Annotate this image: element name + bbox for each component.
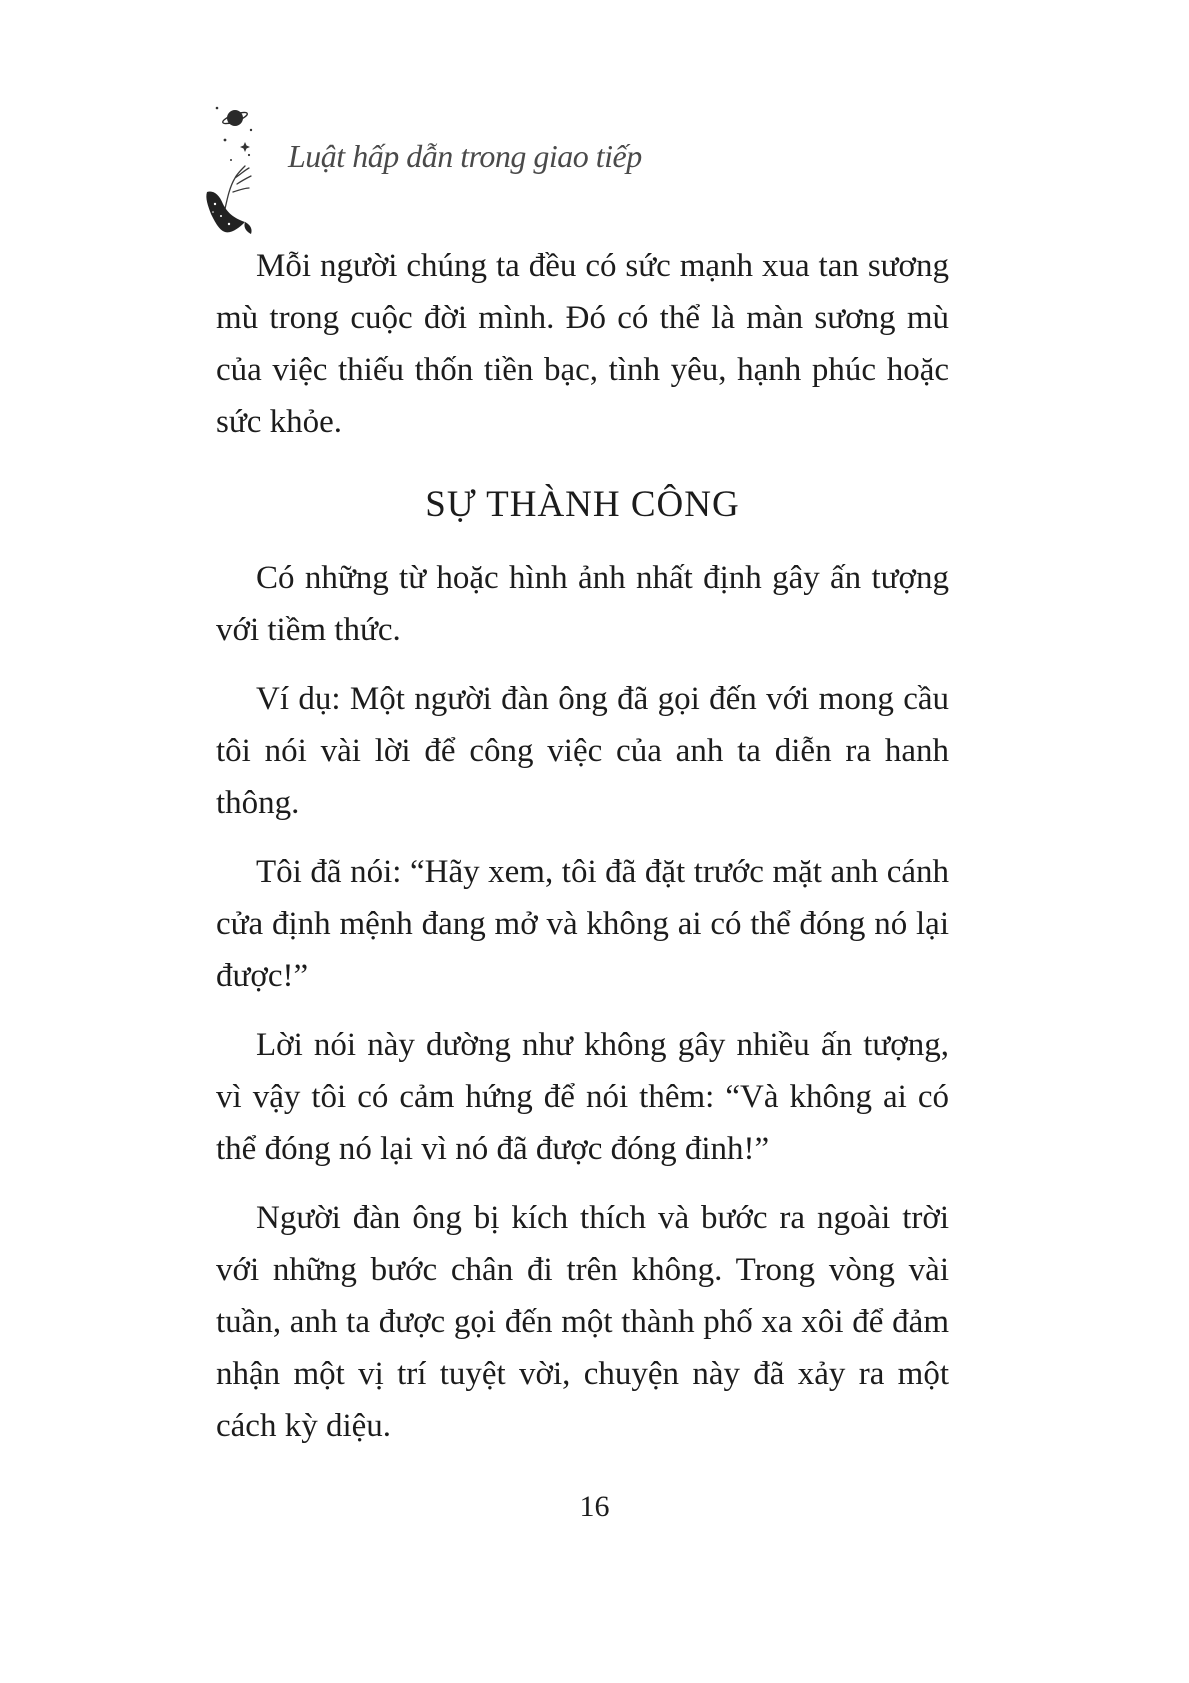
body-paragraph: Có những từ hoặc hình ảnh nhất định gây ấn tượng với tiềm thức. bbox=[216, 560, 949, 648]
body-paragraph: Lời nói này dường như không gây nhiều ấn tượng, vì vậy tôi có cảm hứng để nói thêm: “Và không ai có thể đóng nó lại vì nó đã được đóng đinh!” bbox=[216, 1027, 949, 1167]
running-title: Luật hấp dẫn trong giao tiếp bbox=[288, 138, 642, 174]
body-paragraph: Mỗi người chúng ta đều có sức mạnh xua tan sương mù trong cuộc đời mình. Đó có thể là màn sương mù của việc thiếu thốn tiền bạc, tình yêu, hạnh phúc hoặc sức khỏe. bbox=[216, 248, 949, 440]
page-body bbox=[216, 240, 949, 1469]
body-paragraph: Tôi đã nói: “Hãy xem, tôi đã đặt trước mặt anh cánh cửa định mệnh đang mở và không ai có thể đóng nó lại được!” bbox=[216, 854, 949, 994]
hand-planet-stars-ornament-icon bbox=[205, 100, 275, 240]
body-paragraph: Người đàn ông bị kích thích và bước ra ngoài trời với những bước chân đi trên không. Trong vòng vài tuần, anh ta được gọi đến một thành phố xa xôi để đảm nhận một vị trí tuyệt vời, chuyện này đã xảy ra một cách kỳ diệu. bbox=[216, 1200, 949, 1444]
page-number: 16 bbox=[579, 1490, 610, 1523]
section-heading: SỰ THÀNH CÔNG bbox=[425, 484, 740, 525]
body-paragraph: Ví dụ: Một người đàn ông đã gọi đến với mong cầu tôi nói vài lời để công việc của anh ta diễn ra hanh thông. bbox=[216, 681, 949, 821]
page-header bbox=[205, 100, 765, 240]
